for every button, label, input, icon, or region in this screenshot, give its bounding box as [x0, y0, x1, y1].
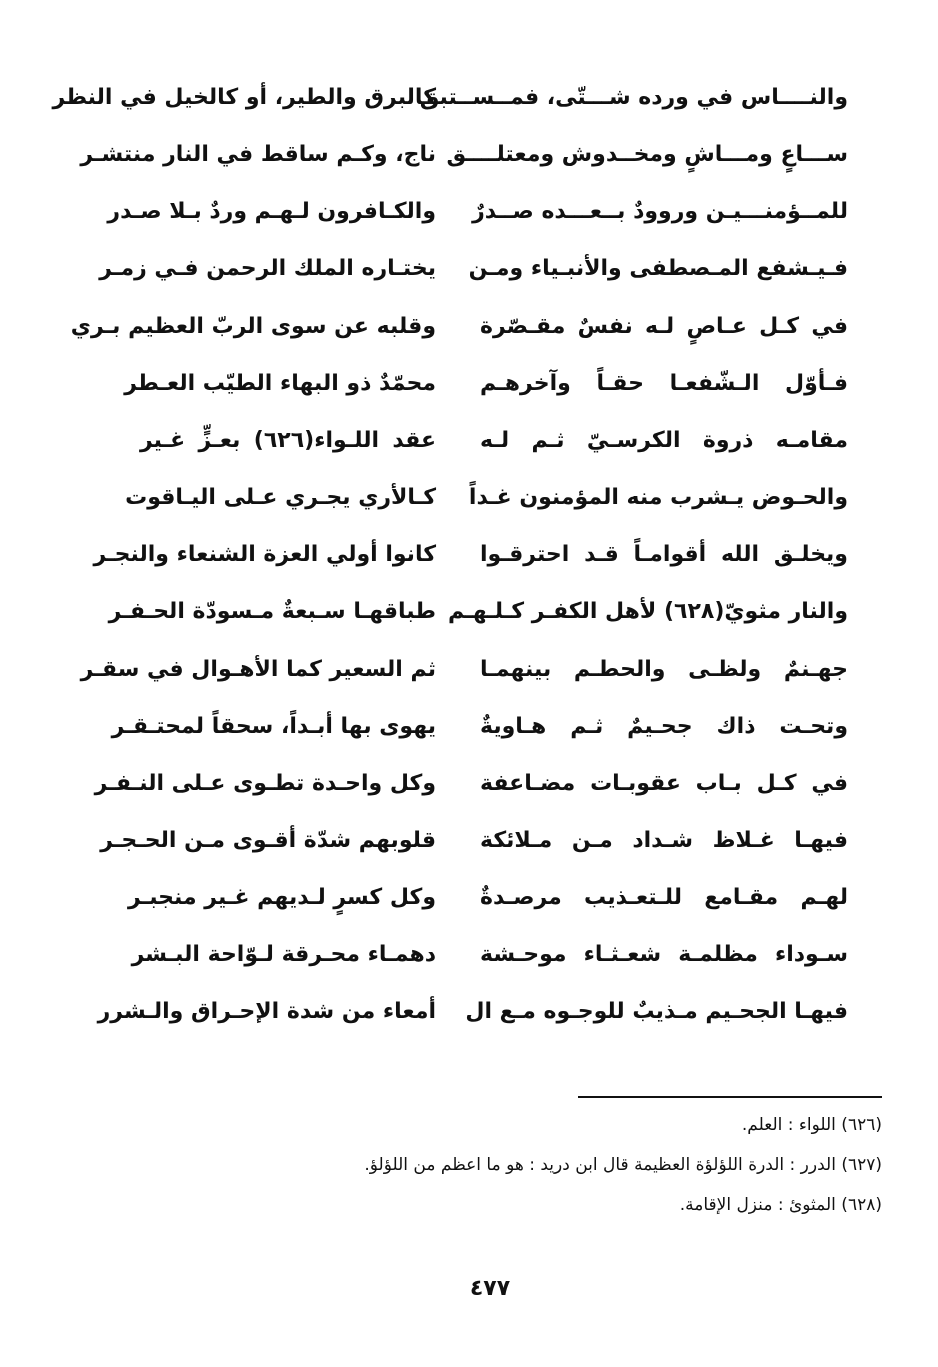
- verse-second-hemistich: دهمـاء محـرقة لـوّاحة البـشر: [131, 942, 436, 967]
- footnote: (٦٢٧) الدرر : الدرة اللؤلؤة العظيمة قال ابن دريد : هو ما اعظم من اللؤلؤ.: [364, 1155, 882, 1175]
- verse-second-hemistich: عقد اللـواء(٦٢٦) بعـزٍّ غـير: [140, 428, 436, 453]
- verse-first-hemistich: لهـم مقـامع للـتعـذيب مرصـدةٌ: [480, 885, 848, 910]
- verse-first-hemistich: فيهـا غـلاظ شـداد مـن مـلائكة: [480, 828, 848, 853]
- verse-first-hemistich: وتحـت ذاك جحـيمٌ ثـم هـاويةٌ: [480, 714, 848, 739]
- verse-first-hemistich: للمــؤمنـــيـن وروودٌ بــعـــده صــدرٌ: [472, 199, 848, 224]
- verse-first-hemistich: في كـل عـاصٍ لـه نفسٌ مقـصّرة: [480, 314, 848, 339]
- verse-line: [0, 935, 938, 975]
- verse-line: [0, 707, 938, 747]
- verse-first-hemistich: فيهـا الجحـيم مـذيبٌ للوجـوه مـع ال: [465, 999, 848, 1024]
- verse-line: [0, 192, 938, 232]
- verse-second-hemistich: وكل واحـدة تطـوى عـلى النـفـر: [94, 771, 436, 796]
- verse-line: [0, 992, 938, 1032]
- verse-line: [0, 421, 938, 461]
- footnote: (٦٢٨) المثوئ : منزل الإقامة.: [679, 1195, 882, 1215]
- verse-second-hemistich: يختـاره الملك الرحمن فـي زمـر: [99, 256, 436, 281]
- verse-line: [0, 78, 938, 118]
- verse-line: [0, 592, 938, 632]
- verse-second-hemistich: محمّدٌ ذو البهاء الطيّب العـطر: [124, 371, 436, 396]
- verse-first-hemistich: والحـوض يـشرب منه المؤمنون غـداً: [468, 485, 848, 510]
- verse-second-hemistich: وكل كسرٍ لـديهم غـير منجبـر: [128, 885, 436, 910]
- footnote-divider: [578, 1096, 882, 1098]
- verse-line: [0, 650, 938, 690]
- verse-line: [0, 249, 938, 289]
- verse-first-hemistich: والنــــاس في ورده شـــتّى، فمــســتبق: [419, 85, 848, 110]
- verse-second-hemistich: كالبرق والطير، أو كالخيل في النظر: [52, 85, 436, 110]
- verse-first-hemistich: سـوداء مظلمـة شعـثـاء موحـشة: [480, 942, 848, 967]
- verse-line: [0, 821, 938, 861]
- verse-first-hemistich: مقامـه ذروة الكرسـيّ ثـم لـه: [480, 428, 848, 453]
- verse-first-hemistich: ســـاعٍ ومـــاشٍ ومخــدوش ومعتلــــق: [446, 142, 848, 167]
- verse-first-hemistich: والنار مثويّ(٦٢٨) لأهل الكفـر كـلـهـم: [447, 599, 848, 624]
- verse-first-hemistich: فـيـشفع المـصطفى والأنبـياء ومـن: [468, 256, 848, 281]
- verse-first-hemistich: ويخلـق الله أقوامـاً قـد احترقـوا: [480, 542, 848, 567]
- verse-line: [0, 535, 938, 575]
- verse-line: [0, 878, 938, 918]
- verse-line: [0, 135, 938, 175]
- verse-first-hemistich: جهـنمٌ ولظـى والحطـم بينهمـا: [480, 657, 848, 682]
- verse-second-hemistich: يهوى بها أبـداً، سحقاً لمحتـقـر: [111, 714, 436, 739]
- verse-line: [0, 364, 938, 404]
- verse-second-hemistich: طباقهـا سـبعةٌ مـسودّة الحـفـر: [108, 599, 436, 624]
- footnote: (٦٢٦) اللواء : العلم.: [741, 1115, 882, 1135]
- page-number: ٤٧٧: [469, 1276, 511, 1301]
- verse-first-hemistich: في كـل بـاب عقوبـات مضـاعفة: [480, 771, 848, 796]
- verse-first-hemistich: فـأوّل الـشّفعـا حقـاً وآخرهـم: [480, 371, 848, 396]
- verse-second-hemistich: ثم السعير كما الأهـوال في سقـر: [80, 657, 436, 682]
- verse-line: [0, 307, 938, 347]
- verse-second-hemistich: ناج، وكـم ساقط في النار منتشـر: [80, 142, 436, 167]
- verse-second-hemistich: والكـافرون لـهـم وردٌ بـلا صـدر: [107, 199, 436, 224]
- verse-second-hemistich: قلوبهم شدّة أقـوى مـن الحـجـر: [100, 828, 436, 853]
- verse-second-hemistich: أمعاء من شدة الإحـراق والـشرر: [97, 999, 436, 1024]
- verse-second-hemistich: وقلبه عن سوى الربّ العظيم بـري: [70, 314, 436, 339]
- verse-second-hemistich: كانوا أولي العزة الشنعاء والنجـر: [93, 542, 436, 567]
- verse-second-hemistich: كـالأري يجـري عـلى اليـاقوت: [125, 485, 436, 510]
- verse-line: [0, 478, 938, 518]
- verse-line: [0, 764, 938, 804]
